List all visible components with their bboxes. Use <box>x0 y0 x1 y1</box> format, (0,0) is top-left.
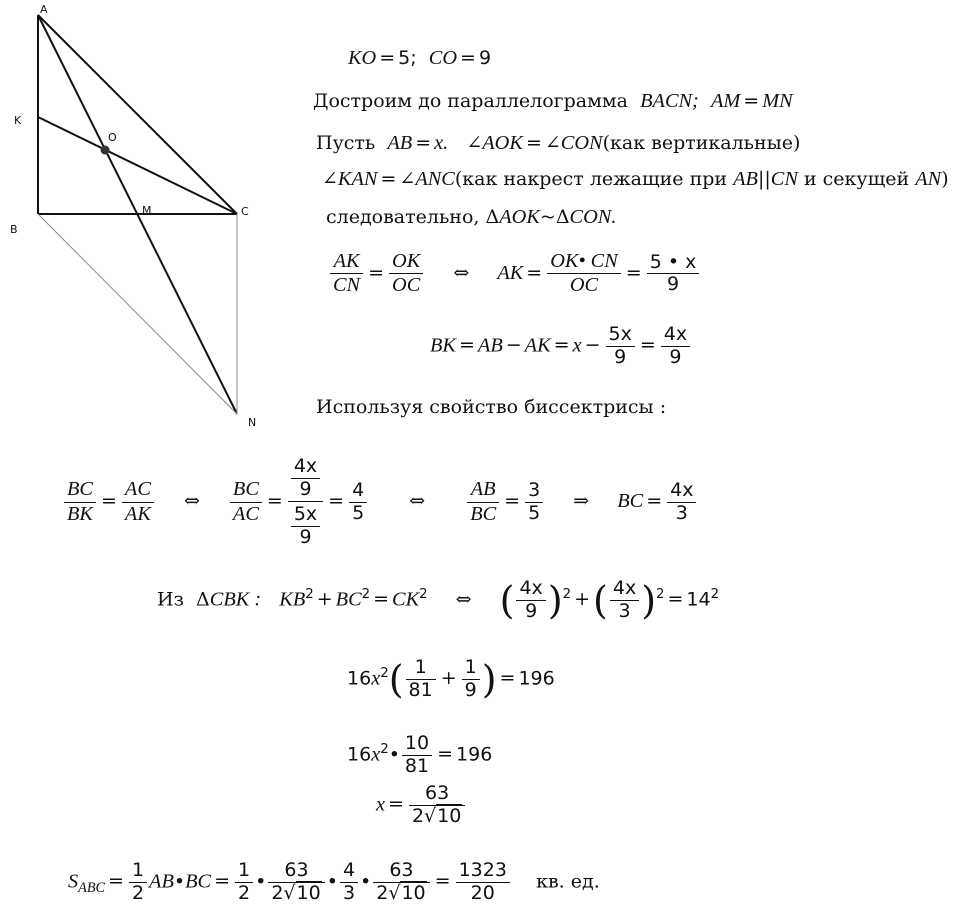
label-c: C <box>241 205 249 218</box>
let-line: Пусть AB = x. ∠AOK = ∠CON(как вертикальные) <box>316 132 801 154</box>
label-m: M <box>142 204 152 217</box>
pythagoras-equation: Из ΔCBK : $KB^2 + BC^2 = CK^2$ ⇔ ( $\frac{4x}{9}$ )$^2$ +( $\frac{4x}{3}$ )$^2 = 14^2$ <box>157 577 720 623</box>
segment-ac <box>38 15 237 214</box>
simplified-equation: $16x^2•$ $\frac{10}{81}$ = 196 <box>347 732 493 777</box>
expanded-equation: $16x^2$( $\frac{1}{81}$ + $\frac{1}{9}$ ) = 196 <box>347 656 555 702</box>
label-o: O <box>108 131 117 144</box>
segment-kc <box>38 117 237 214</box>
label-a: A <box>40 3 48 16</box>
x-solution: x = $\frac{63}{2√10}$ <box>376 783 467 828</box>
similarity-line: следовательно, ΔAOK~ΔCON. <box>326 206 617 228</box>
area-formula: $S_{ABC}$ = $\frac{1}{2}$ AB•BC = $\frac{1}{2}$ • $\frac{63}{2√10}$ • $\frac{4}{3}$ • $\frac{63}{2√10}$ = $\frac{1323}{20}$ кв. ед. <box>68 859 600 904</box>
point-o-marker <box>101 146 110 155</box>
label-b: B <box>10 223 18 236</box>
construction-line: Достроим до параллелограмма BACN; AM = MN <box>313 90 793 112</box>
bisector-line: Используя свойство биссектрисы : <box>316 396 667 418</box>
label-k: K <box>14 114 22 127</box>
angles-line: ∠KAN = ∠ANC(как накрест лежащие при AB||CN и секущей AN) <box>322 168 949 190</box>
given-values: KO = 5; CO = 9 <box>348 47 492 69</box>
label-n: N <box>248 416 257 429</box>
ratio-equation: $\frac{AK}{CN}$ = $\frac{OK}{OC}$ ⇔ AK = $\frac{OK• CN}{OC}$ = $\frac{5 • x}{9}$ <box>328 250 701 298</box>
segment-bn <box>38 214 237 414</box>
bisector-ratio-equation: $\frac{BC}{BK}$ = $\frac{AC}{AK}$ ⇔ $\frac{BC}{AC}$ = 4x 9 5x 9 = $\frac{4}{5}$ ⇔ $\frac{AB}{BC}$ = $\frac{3}{5}$ ⇒ BC = $\frac{4x}{3}$ <box>62 456 698 548</box>
bk-equation: BK = AB − AK = x − $\frac{5x}{9}$ = $\frac{4x}{9}$ <box>430 324 692 369</box>
